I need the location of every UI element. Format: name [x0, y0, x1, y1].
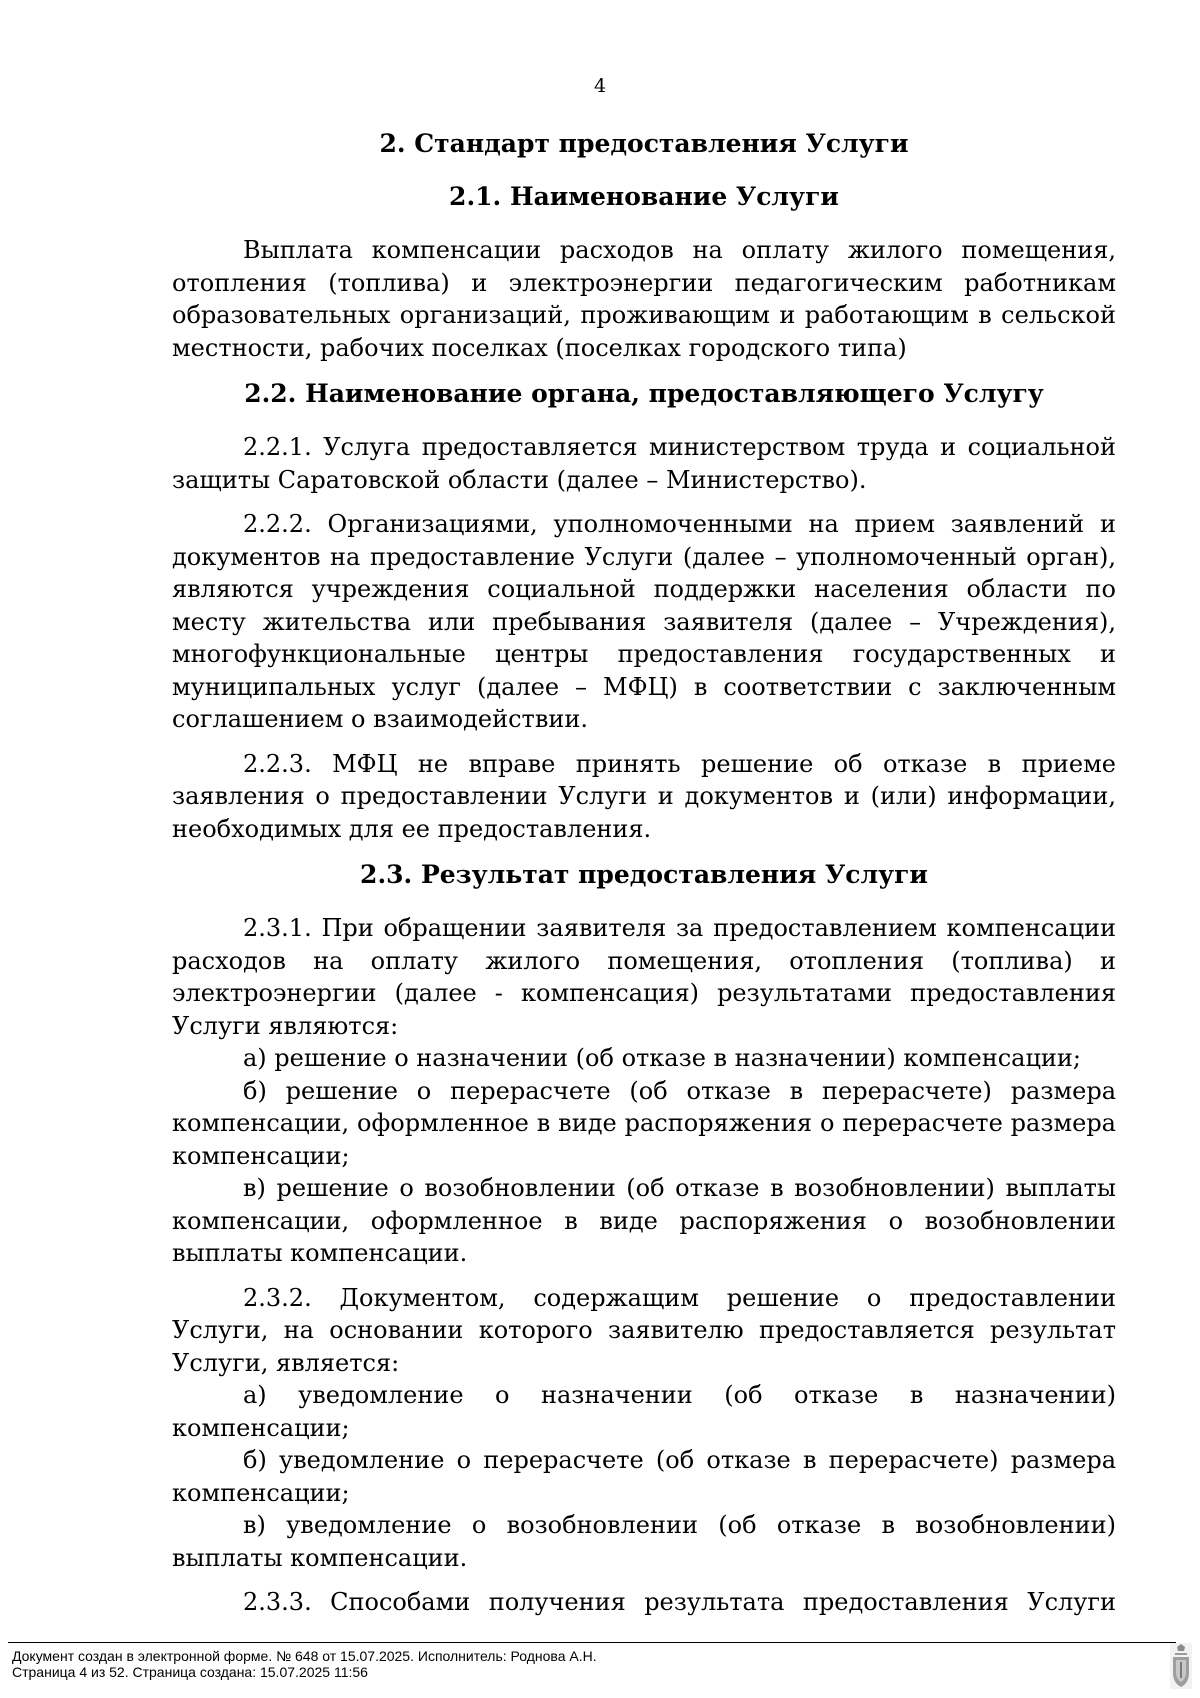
- paragraph-2-3-1: 2.3.1. При обращении заявителя за предоставлением компенсации расходов на оплату жилого помещения, отопления (топлива) и электроэнергии (далее - компенсация) результатами предоставления Услуги являются:: [172, 914, 1116, 1040]
- subsection-title-2-1: 2.1. Наименование Услуги: [449, 182, 839, 211]
- paragraph-2-3-3: 2.3.3. Способами получения результата предоставления Услуги: [243, 1588, 1116, 1616]
- paragraph-2-3-1-a: а) решение о назначении (об отказе в назначении) компенсации;: [243, 1044, 1081, 1072]
- paragraph-2-3-1-c: в) решение о возобновлении (об отказе в возобновлении) выплаты компенсации, оформленное в виде распоряжения о возобновлении выплаты компенсации.: [172, 1174, 1116, 1267]
- footer-line-document: Документ создан в электронной форме. № 648 от 15.07.2025. Исполнитель: Роднова А.Н.: [12, 1648, 597, 1664]
- paragraph-2-3-2-a: а) уведомление о назначении (об отказе в назначении) компенсации;: [172, 1381, 1116, 1442]
- subsection-title-2-2: 2.2. Наименование органа, предоставляющего Услугу: [244, 379, 1044, 408]
- page-number: 4: [593, 75, 607, 97]
- paragraph-2-3-2: 2.3.2. Документом, содержащим решение о предоставлении Услуги, на основании которого заявителю предоставляется результат Услуги, является:: [172, 1283, 1116, 1377]
- paragraph-2-2-2: 2.2.2. Организациями, уполномоченными на прием заявлений и документов на предоставление Услуги (далее – уполномоченный орган), являются учреждения социальной поддержки населения области по месту жительства или пребывания заявителя (далее – Учреждения), многофункциональные центры предоставления государственных и муниципальных услуг (далее – МФЦ) в соответствии с заключенным соглашением о взаимодействии.: [172, 510, 1116, 733]
- subsection-title-2-3: 2.3. Результат предоставления Услуги: [360, 860, 928, 889]
- paragraph-service-name: Выплата компенсации расходов на оплату жилого помещения, отопления (топлива) и электроэнергии педагогическим работникам образовательных организаций, проживающим и работающим в сельской местности, рабочих поселках (поселках городского типа): [172, 236, 1116, 362]
- paragraph-2-3-1-b: б) решение о перерасчете (об отказе в перерасчете) размера компенсации, оформленное в виде распоряжения о перерасчете размера компенсации;: [172, 1076, 1116, 1170]
- paragraph-2-3-2-c: в) уведомление о возобновлении (об отказе в возобновлении) выплаты компенсации.: [172, 1511, 1116, 1572]
- coat-of-arms-icon: [1170, 1643, 1192, 1689]
- footer-line-page: Страница 4 из 52. Страница создана: 15.07.2025 11:56: [12, 1664, 368, 1680]
- paragraph-2-2-1: 2.2.1. Услуга предоставляется министерством труда и социальной защиты Саратовской области (далее – Министерство).: [172, 433, 1116, 494]
- document-body: [172, 124, 1116, 1619]
- document-footer: [12, 1648, 597, 1680]
- footer-divider: [8, 1642, 1176, 1643]
- paragraph-2-3-2-b: б) уведомление о перерасчете (об отказе в перерасчете) размера компенсации;: [172, 1446, 1116, 1507]
- paragraph-2-2-3: 2.2.3. МФЦ не вправе принять решение об отказе в приеме заявления о предоставлении Услуги и документов и (или) информации, необходимых для ее предоставления.: [172, 749, 1116, 843]
- section-heading-main: 2. Стандарт предоставления Услуги: [379, 129, 909, 158]
